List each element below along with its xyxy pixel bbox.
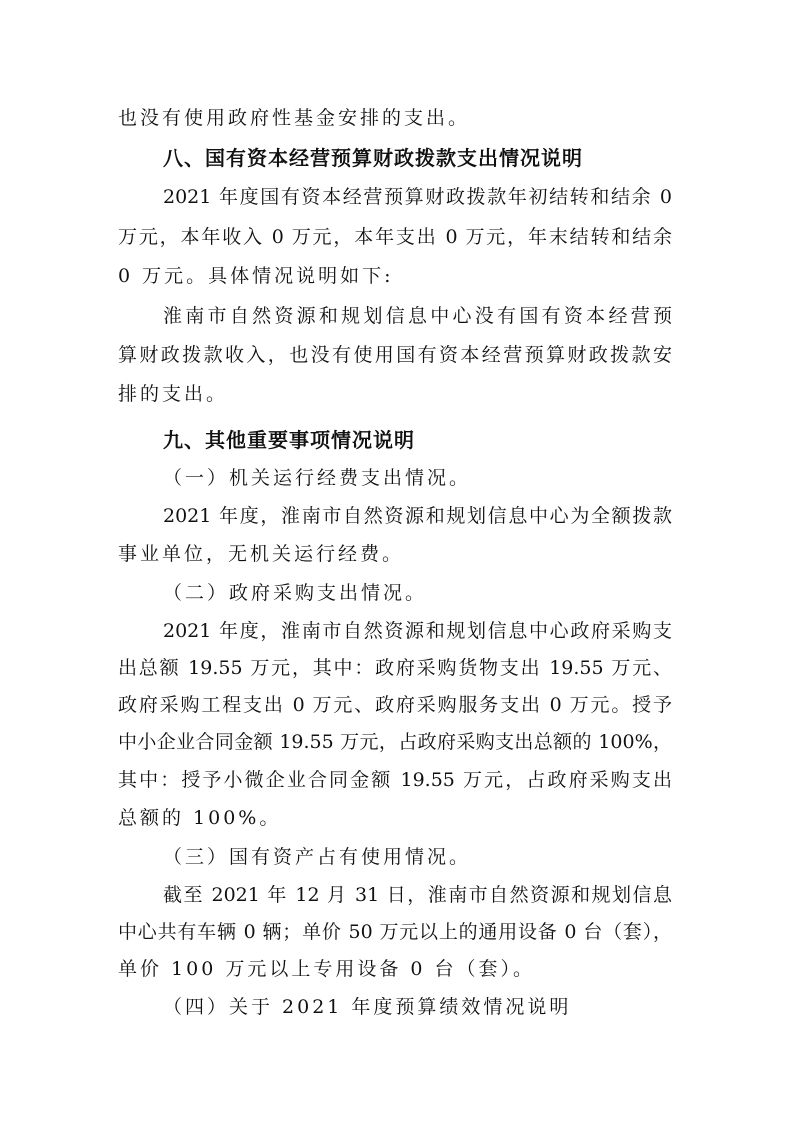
paragraph-line: 2021 年度，淮南市自然资源和规划信息中心为全额拨款 <box>163 505 672 527</box>
paragraph-line: 万元，本年收入 0 万元，本年支出 0 万元，年末结转和结余 <box>118 226 672 248</box>
paragraph-line: 事业单位，无机关运行经费。 <box>118 543 405 565</box>
paragraph-line: 算财政拨款收入，也没有使用国有资本经营预算财政拨款安 <box>118 344 672 366</box>
paragraph-line: 出总额 19.55 万元，其中：政府采购货物支出 19.55 万元、 <box>118 657 672 679</box>
subsection-title: （四）关于 2021 年度预算绩效情况说明 <box>163 996 572 1018</box>
paragraph-line: 单价 100 万元以上专用设备 0 台（套）。 <box>118 958 536 980</box>
paragraph-line: 中心共有车辆 0 辆；单价 50 万元以上的通用设备 0 台（套）， <box>118 921 672 943</box>
paragraph-line: 政府采购工程支出 0 万元、政府采购服务支出 0 万元。授予 <box>118 694 672 716</box>
paragraph-line: 2021 年度，淮南市自然资源和规划信息中心政府采购支 <box>163 620 672 642</box>
subsection-title: （三）国有资产占有使用情况。 <box>163 846 472 868</box>
paragraph-line: 中小企业合同金额 19.55 万元，占政府采购支出总额的 100%， <box>118 731 672 753</box>
paragraph-line: 排的支出。 <box>118 383 229 405</box>
paragraph-line: 淮南市自然资源和规划信息中心没有国有资本经营预 <box>163 305 672 327</box>
paragraph-line: 也没有使用政府性基金安排的支出。 <box>118 107 471 129</box>
subsection-title: （二）政府采购支出情况。 <box>163 582 428 604</box>
paragraph-line: 截至 2021 年 12 月 31 日，淮南市自然资源和规划信息 <box>163 884 672 906</box>
paragraph-line: 2021 年度国有资本经营预算财政拨款年初结转和结余 0 <box>163 186 672 208</box>
paragraph-line: 0 万元。具体情况说明如下: <box>118 265 394 287</box>
paragraph-line: 其中：授予小微企业合同金额 19.55 万元，占政府采购支出 <box>118 769 672 791</box>
paragraph-line: 总额的 100%。 <box>118 807 282 829</box>
section-heading: 八、国有资本经营预算财政拨款支出情况说明 <box>163 146 583 170</box>
subsection-title: （一）机关运行经费支出情况。 <box>163 467 472 489</box>
section-heading: 九、其他重要事项情况说明 <box>163 428 415 452</box>
